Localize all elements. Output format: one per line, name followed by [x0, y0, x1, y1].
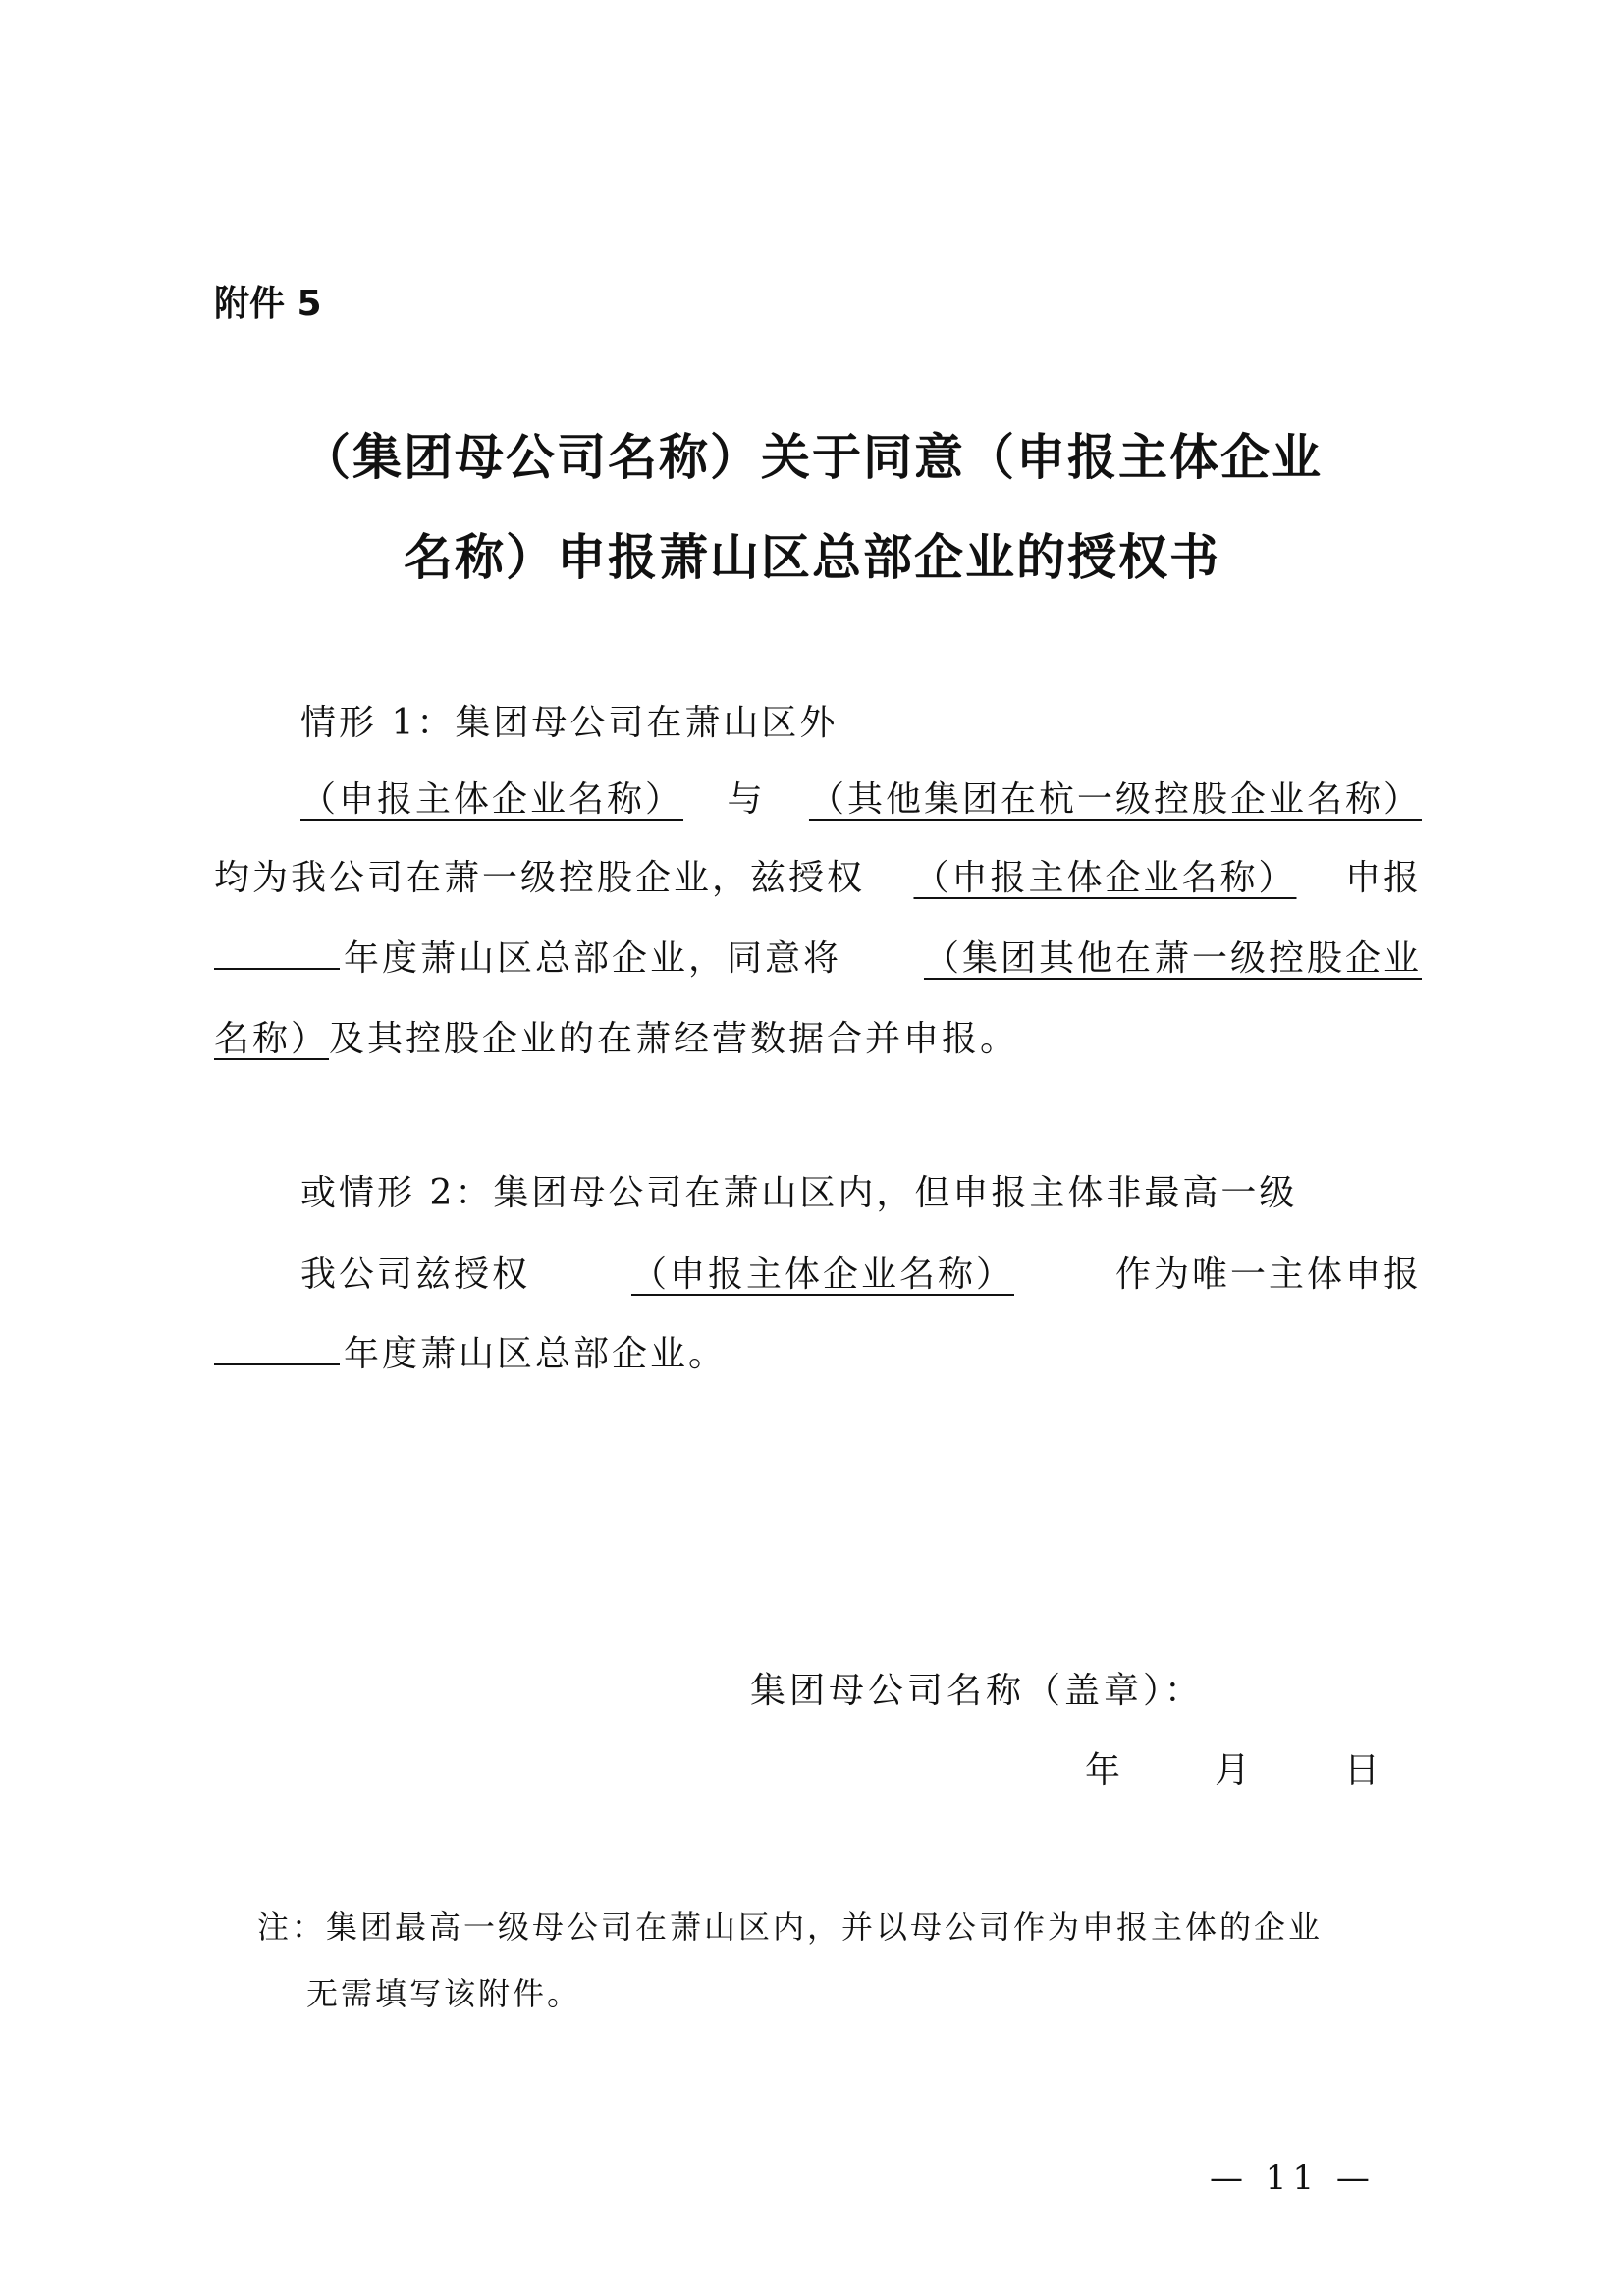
- fill-field-year[interactable]: [214, 1334, 340, 1365]
- note-line-2: 无需填写该附件。: [306, 1975, 582, 2012]
- fill-field-applicant-name[interactable]: （申报主体企业名称）: [630, 1255, 1014, 1295]
- static-text: 及其控股企业的在萧经营数据合并申报。: [329, 1019, 1019, 1059]
- page-number: — 11 —: [1210, 2159, 1376, 2198]
- static-text: 我公司兹授权: [300, 1255, 531, 1295]
- case1-line-3: [214, 936, 1422, 982]
- case1-heading: 情形 1：集团母公司在萧山区外: [300, 703, 839, 743]
- case1-line-4: [214, 1017, 1422, 1062]
- date-month-label: 月: [1214, 1750, 1250, 1790]
- fill-field-other-xiaoshan-subsidiaries[interactable]: （集团其他在萧一级控股企业: [923, 938, 1422, 979]
- fill-field-other-hangzhou-subsidiary[interactable]: （其他集团在杭一级控股企业名称）: [808, 779, 1422, 820]
- document-title-line-1: （集团母公司名称）关于同意（申报主体企业: [301, 429, 1323, 486]
- case2-line-1: [300, 1253, 1422, 1298]
- fill-field-other-xiaoshan-subsidiaries-cont[interactable]: 名称）: [214, 1019, 330, 1059]
- date-row: [1085, 1748, 1380, 1793]
- case1-line-2: [214, 856, 1422, 901]
- fill-field-applicant-name[interactable]: （申报主体企业名称）: [300, 779, 684, 820]
- signature-label: 集团母公司名称（盖章）：: [750, 1671, 1205, 1711]
- static-text: 均为我公司在萧一级控股企业，兹授权: [214, 858, 866, 898]
- date-year-label: 年: [1085, 1750, 1121, 1790]
- static-text: 申报: [1344, 858, 1422, 898]
- note-line-1: 注：集团最高一级母公司在萧山区内，并以母公司作为申报主体的企业: [257, 1908, 1324, 1946]
- case1-line-1: [300, 777, 1422, 823]
- fill-field-year[interactable]: [214, 938, 340, 970]
- static-text: 年度萧山区总部企业，同意将: [214, 936, 841, 982]
- static-text: 年度萧山区总部企业。: [344, 1334, 728, 1374]
- static-text: 作为唯一主体申报: [1114, 1255, 1422, 1295]
- connector-text: 与: [727, 779, 766, 820]
- attachment-label: 附件 5: [214, 284, 322, 324]
- fill-field-applicant-name[interactable]: （申报主体企业名称）: [913, 858, 1297, 898]
- case2-line-2: [214, 1332, 1422, 1377]
- case2-heading: 或情形 2：集团母公司在萧山区内，但申报主体非最高一级: [300, 1173, 1298, 1213]
- document-title-line-2: 名称）申报萧山区总部企业的授权书: [404, 529, 1220, 586]
- date-day-label: 日: [1343, 1750, 1380, 1790]
